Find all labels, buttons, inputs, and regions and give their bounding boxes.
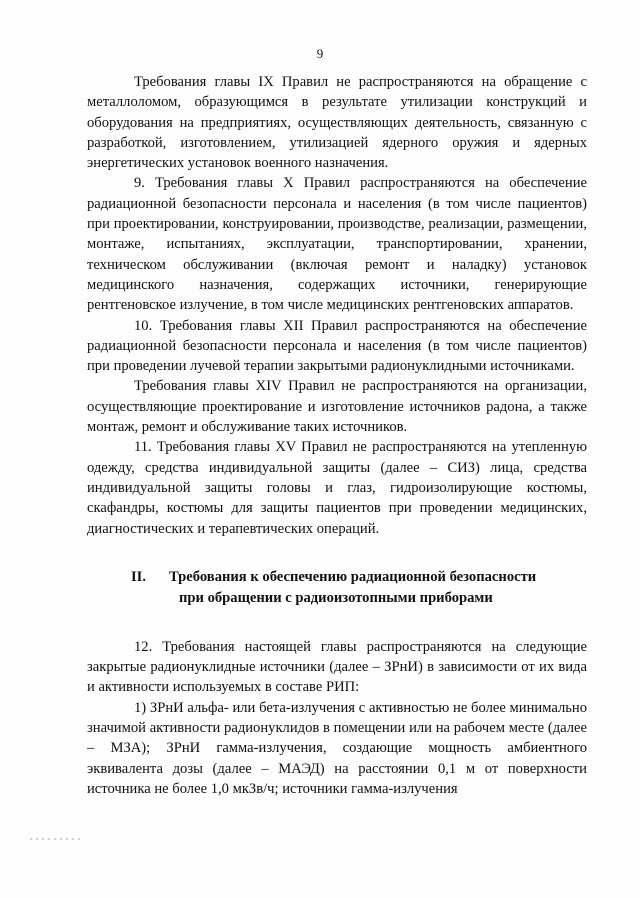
section-heading-line1 (87, 567, 587, 588)
paragraph-10: 10. Требования главы XII Правил распространяются на обеспечение радиационной безопасности персонала и населения (в том числе пациентов) при проведении лучевой терапии закрытыми радионуклидными источниками. (87, 317, 587, 375)
scan-artifact (30, 838, 80, 840)
section-title-line2: при обращении с радиоизотопными приборами (179, 589, 493, 606)
document-body (87, 72, 587, 799)
paragraph-chapter-ix: Требования главы IX Правил не распространяются на обращение с металлоломом, образующимся в результате утилизации конструкций и оборудования на предприятиях, осуществляющих деятельность, связанную с разработкой, изготовлением, утилизацией ядерного оружия и ядерных энергетических установок военного назначения. (87, 74, 587, 172)
paragraph-9: 9. Требования главы X Правил распространяются на обеспечение радиационной безопасности персонала и населения (в том числе пациентов) при проектировании, конструировании, производстве, реализации, размещении, монтаже, испытаниях, эксплуатации, транспортировании, хранении, техническом обслуживании (включая ремонт и наладку) установок медицинского назначения, содержащих источники, генерирующие рентгеновское излучение, в том числе медицинских рентгеновских аппаратов. (87, 175, 587, 314)
section-title-line1: Требования к обеспечению радиационной безопасности (169, 568, 537, 585)
section-heading (87, 567, 587, 609)
page-number: 9 (316, 46, 324, 61)
paragraph-12: 12. Требования настоящей главы распространяются на следующие закрытые радионуклидные источники (далее – ЗРнИ) в зависимости от их вида и активности используемых в составе РИП: (87, 638, 587, 696)
paragraph-11: 11. Требования главы XV Правил не распространяются на утепленную одежду, средства индивидуальной защиты (далее – СИЗ) лица, средства индивидуальной защиты головы и глаз, гидроизолирующие костюмы, скафандры, костюмы для защиты пациентов при проведении медицинских, диагностических и терапевтических операций. (87, 439, 587, 537)
paragraph-chapter-xiv: Требования главы XIV Правил не распространяются на организации, осуществляющие проектирование и изготовление источников радона, а также монтаж, ремонт и обслуживание таких источников. (87, 378, 587, 436)
paragraph-12-item-1: 1) ЗРнИ альфа- или бета-излучения с активностью не более минимально значимой активности радионуклидов в помещении или на рабочем месте (далее – МЗА); ЗРнИ гамма-излучения, создающие мощность амбиентного эквивалента дозы (далее – МАЭД) на расстоянии 0,1 м от поверхности источника не более 1,0 мкЗв/ч; источники гамма-излучения (87, 699, 587, 797)
section-number: II. (131, 568, 147, 585)
